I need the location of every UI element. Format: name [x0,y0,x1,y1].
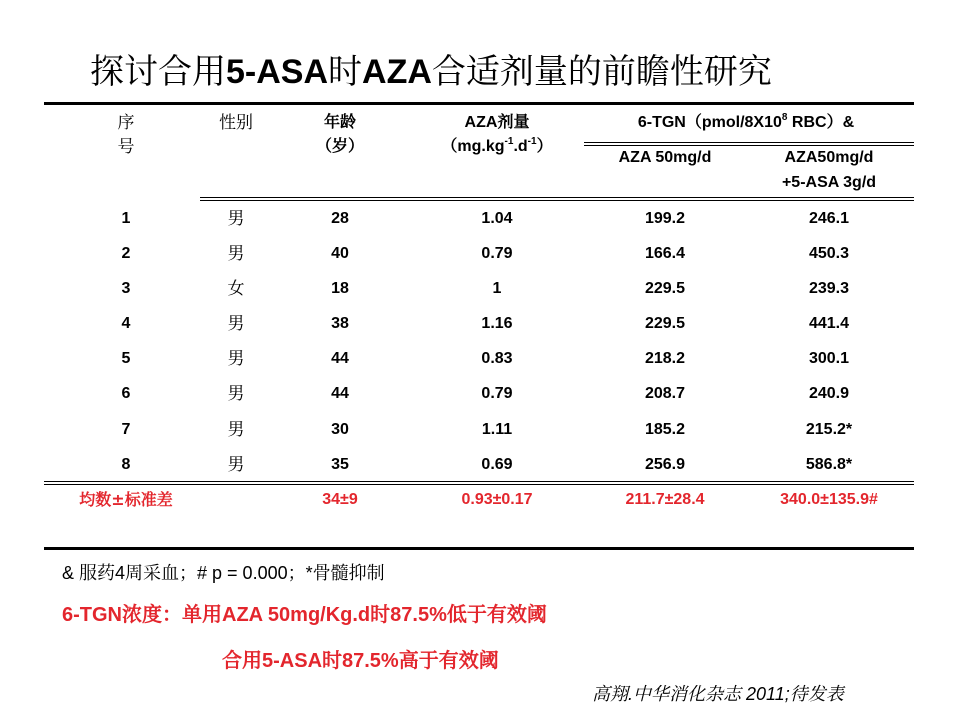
header-gender: 性别 [219,113,253,133]
table-cell-age: 44 [331,385,349,402]
table-cell-gender: 男 [227,455,245,475]
table-cell-seq: 6 [121,385,131,402]
header-combo-2: +5-ASA 3g/d [781,174,877,191]
summary-label: 均数±标准差 [79,490,173,509]
table-cell-aza: 208.7 [644,385,686,402]
table-cell-gender: 男 [227,244,245,264]
table-cell-dose: 1 [492,280,502,297]
table-cell-seq: 3 [121,280,131,297]
table-cell-aza: 256.9 [644,456,686,473]
table-cell-age: 18 [331,280,349,297]
table-cell-dose: 1.04 [481,210,513,227]
summary-top-rule [44,481,914,485]
table-cell-seq: 2 [121,245,131,262]
table-cell-age: 30 [331,421,349,438]
tgn-subheader-rule [584,142,914,146]
table-cell-gender: 男 [227,420,245,440]
header-bottom-rule [200,197,914,201]
table-cell-aza: 218.2 [644,350,686,367]
table-cell-dose: 0.69 [481,456,513,473]
page-title: 探讨合用5-ASA时AZA合适剂量的前瞻性研究 [90,53,772,91]
header-combo-1: AZA50mg/d [784,149,874,166]
table-cell-age: 40 [331,245,349,262]
table-cell-aza: 229.5 [644,315,686,332]
table-cell-dose: 1.11 [481,421,513,438]
table-cell-aza: 185.2 [644,421,686,438]
table-cell-seq: 5 [121,350,131,367]
table-cell-seq: 8 [121,456,131,473]
table-cell-gender: 男 [227,384,245,404]
table-cell-aza: 229.5 [644,280,686,297]
header-age: 年龄 [323,114,357,131]
summary-aza: 211.7±28.4 [625,491,705,508]
table-cell-age: 44 [331,350,349,367]
table-cell-dose: 1.16 [481,315,513,332]
conclusion-line-1: 6-TGN浓度：单用AZA 50mg/Kg.d时87.5%低于有效阈 [62,604,547,626]
table-cell-gender: 女 [227,279,245,299]
table-cell-gender: 男 [227,314,245,334]
table-cell-combo: 240.9 [808,385,850,402]
citation: 高翔.中华消化杂志 2011;待发表 [592,684,844,704]
table-cell-combo: 239.3 [808,280,850,297]
table-cell-aza: 166.4 [644,245,686,262]
table-cell-combo: 300.1 [808,350,850,367]
table-cell-seq: 7 [121,421,131,438]
table-top-rule [44,102,914,105]
table-cell-combo: 215.2* [805,421,853,438]
header-seq: 序 [117,113,135,133]
summary-dose: 0.93±0.17 [461,491,533,508]
summary-combo: 340.0±135.9# [780,491,878,508]
header-seq-2: 号 [117,137,135,157]
summary-age: 34±9 [322,491,358,508]
header-aza-50: AZA 50mg/d [618,149,712,166]
table-cell-age: 35 [331,456,349,473]
table-cell-age: 38 [331,315,349,332]
header-age-unit: （岁） [315,138,365,155]
table-bottom-rule [44,547,914,550]
table-cell-gender: 男 [227,349,245,369]
footnote: & 服药4周采血；# p = 0.000；*骨髓抑制 [62,563,385,583]
table-cell-seq: 4 [121,315,131,332]
conclusion-line-2: 合用5-ASA时87.5%高于有效阈 [222,650,499,672]
table-cell-dose: 0.79 [481,245,513,262]
header-dose-unit: $(mg.kg^{-1}.d^{-1})$ [441,136,553,155]
table-cell-dose: 0.83 [481,350,513,367]
table-cell-combo: 441.4 [808,315,850,332]
table-cell-combo: 586.8* [805,456,853,473]
header-dose: AZA剂量 [464,114,530,131]
table-cell-age: 28 [331,210,349,227]
table-cell-dose: 0.79 [481,385,513,402]
header-6tgn: $6-TGN(pmol/8X10^8$ RBC）& [637,112,855,131]
table-cell-seq: 1 [121,210,131,227]
table-cell-combo: 450.3 [808,245,850,262]
table-cell-gender: 男 [227,209,245,229]
table-cell-combo: 246.1 [808,210,850,227]
table-cell-aza: 199.2 [644,210,686,227]
